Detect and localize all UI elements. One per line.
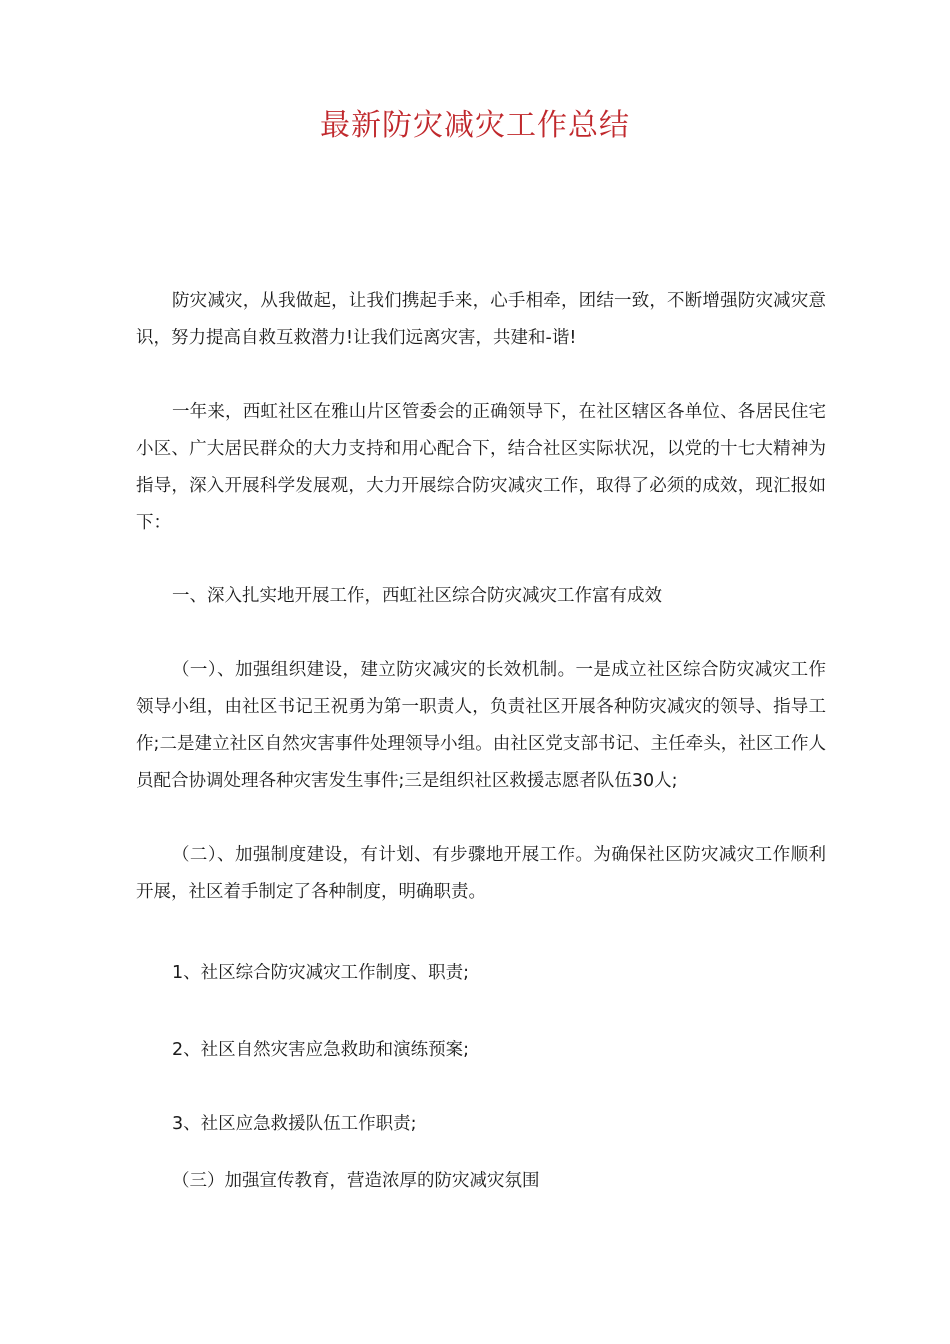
paragraph-overview: 一年来，西虹社区在雅山片区管委会的正确领导下，在社区辖区各单位、各居民住宅小区、广大居民群众的大力支持和用心配合下，结合社区实际状况，以党的十七大精神为指导，深入开展科学发展观，大力开展综合防灾减灾工作，取得了必须的成效，现汇报如下： <box>136 402 826 533</box>
list-item-2: 2、社区自然灾害应急救助和演练预案; <box>172 1040 470 1060</box>
paragraph-organization: （一）、加强组织建设，建立防灾减灾的长效机制。一是成立社区综合防灾减灾工作领导小组，由社区书记王祝勇为第一职责人，负责社区开展各种防灾减灾的领导、指导工作;二是建立社区自然灾害事件处理领导小组。由社区党支部书记、主任牵头，社区工作人员配合协调处理各种灾害发生事件;三是组织社区救援志愿者队伍30人; <box>136 660 826 791</box>
subsection-heading-3: （三）加强宣传教育，营造浓厚的防灾减灾氛围 <box>172 1171 540 1191</box>
paragraph-intro: 防灾减灾，从我做起，让我们携起手来，心手相牵，团结一致，不断增强防灾减灾意识，努力提高自救互救潜力!让我们远离灾害，共建和-谐! <box>136 291 826 348</box>
section-heading-1: 一、深入扎实地开展工作，西虹社区综合防灾减灾工作富有成效 <box>172 586 662 606</box>
paragraph-system: （二）、加强制度建设，有计划、有步骤地开展工作。为确保社区防灾减灾工作顺利开展，社区着手制定了各种制度，明确职责。 <box>136 845 826 902</box>
list-item-3: 3、社区应急救援队伍工作职责; <box>172 1114 417 1134</box>
document-title: 最新防灾减灾工作总结 <box>320 108 630 143</box>
list-item-1: 1、社区综合防灾减灾工作制度、职责; <box>172 963 470 983</box>
